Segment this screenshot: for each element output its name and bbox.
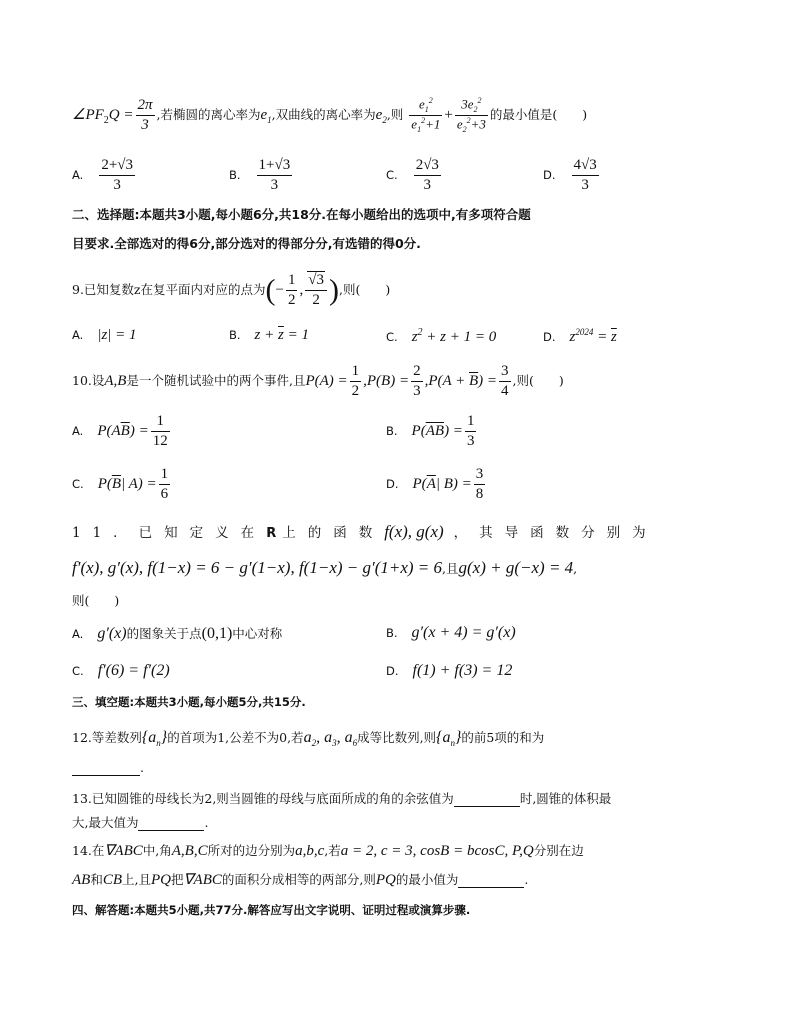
q8-option-b[interactable]: B. $\frac{1+√3}{3}$ (229, 157, 291, 193)
q9-option-a[interactable]: A. |z| = 1 (72, 327, 137, 343)
q8-angle-fraction: $\frac{2\pi}{3}$ (137, 97, 153, 133)
q11-option-b[interactable]: B. g′(x + 4) = g′(x) (386, 624, 516, 641)
q13-blank-cosine[interactable] (454, 791, 520, 807)
q11-option-c[interactable]: C. f′(6) = f′(2) (72, 662, 170, 679)
section3-title: 三、填空题:本题共3小题,每小题5分,共15分. (72, 695, 306, 709)
q13-line1: 13.已知圆锥的母线长为2,则当圆锥的母线与底面所成的角的余弦值为 时,圆锥的体积最 (72, 791, 612, 806)
q11-option-d[interactable]: D. f(1) + f(3) = 12 (386, 662, 513, 679)
q13-blank-volume[interactable] (138, 815, 204, 831)
q10-option-a[interactable]: A. $P(A\overline{B})$ = $\frac{1}{12}$ (72, 413, 168, 449)
section2-title-line1: 二、选择题:本题共3小题,每小题6分,共18分.在每小题给出的选项中,有多项符合题 (72, 207, 531, 222)
q12-answer-line: . (72, 760, 144, 776)
q9-stem: 9.已知复数z在复平面内对应的点为(− $\frac{1}{2}$ , $\frac{√3}{2}$ ),则( ) (72, 272, 391, 308)
q9-option-c[interactable]: C. $z^2 + z + 1 = 0$ (386, 327, 497, 345)
q8-option-d[interactable]: D. $\frac{4√3}{3}$ (543, 157, 597, 193)
q8-option-a[interactable]: A. $\frac{2+√3}{3}$ (72, 157, 134, 193)
q11-stem-line3: 则( ) (72, 593, 120, 608)
section4-title: 四、解答题:本题共5小题,共77分.解答应写出文字说明、证明过程或演算步骤. (72, 903, 471, 917)
q10-option-d[interactable]: D. $P(\overline{A}|$ B) = $\frac{3}{8}$ (386, 466, 484, 502)
q11-option-a[interactable]: A. g′(x)的图象关于点(0,1)中心对称 (72, 625, 283, 642)
q11-stem-line2: f′(x), g′(x), f(1−x) = 6 − g′(1−x), f(1−x) − g′(1+x) = 6,且g(x) + g(−x) = 4, (72, 558, 578, 577)
q8-stem: $\angle PF_2Q$ = $\frac{2\pi}{3}$ ,若椭圆的离心率为$e_1$,双曲线的离心率为$e_2$,则 $\frac{e_1^2}{e_1^2+1}$ + $\frac{3e_2^2}{e_2^2+3}$ 的最小值是( ) (72, 96, 588, 134)
q14-answer-blank[interactable] (458, 872, 524, 888)
q10-stem: 10.设A,B是一个随机试验中的两个事件,且P(A) = $\frac{1}{2}$ ,P(B) = $\frac{2}{3}$ $,P(A + \overline{B})$ = $\frac{3}{4}$ ,则( ) (72, 363, 564, 399)
q14-line1: 14.在∇ABC中,角A,B,C所对的边分别为a,b,c,若a = 2, c = 3, cosB = bcosC, P,Q分别在边 (72, 843, 584, 859)
q8-expr-frac1: $\frac{e_1^2}{e_1^2+1}$ (411, 96, 441, 134)
q8-expr-frac2: $\frac{3e_2^2}{e_2^2+3}$ (456, 96, 486, 134)
q13-line2: 大,最大值为 . (72, 815, 209, 830)
q14-line2: AB和CB上,且PQ把∇ABC的面积分成相等的两部分,则PQ的最小值为 . (72, 872, 529, 888)
q11-stem-line1: 11．已知定义在R 上的函数f(x), g(x) ，其导函数分别为 (72, 522, 658, 541)
q10-option-c[interactable]: C. $P(\overline{B}|$ A) = $\frac{1}{6}$ (72, 466, 169, 502)
section2-title-line2: 目要求.全部选对的得6分,部分选对的得部分分,有选错的得0分. (72, 236, 421, 251)
q12-stem: 12.等差数列$\{a_n\}$的首项为1,公差不为0,若$a_2$, $a_3$, $a_6$成等比数列,则$\{a_n\}$的前5项的和为 (72, 729, 545, 749)
q10-option-b[interactable]: B. $P(\overline{A}\overline{B})$ = $\frac{1}{3}$ (386, 413, 475, 449)
q9-option-b[interactable]: B. $z + \overline{z} = 1$ (229, 327, 309, 343)
q9-option-d[interactable]: D. $z^{2024} = \overline{z}$ (543, 327, 617, 345)
q8-option-c[interactable]: C. $\frac{2√3}{3}$ (386, 157, 439, 193)
q12-answer-blank[interactable] (72, 760, 140, 776)
